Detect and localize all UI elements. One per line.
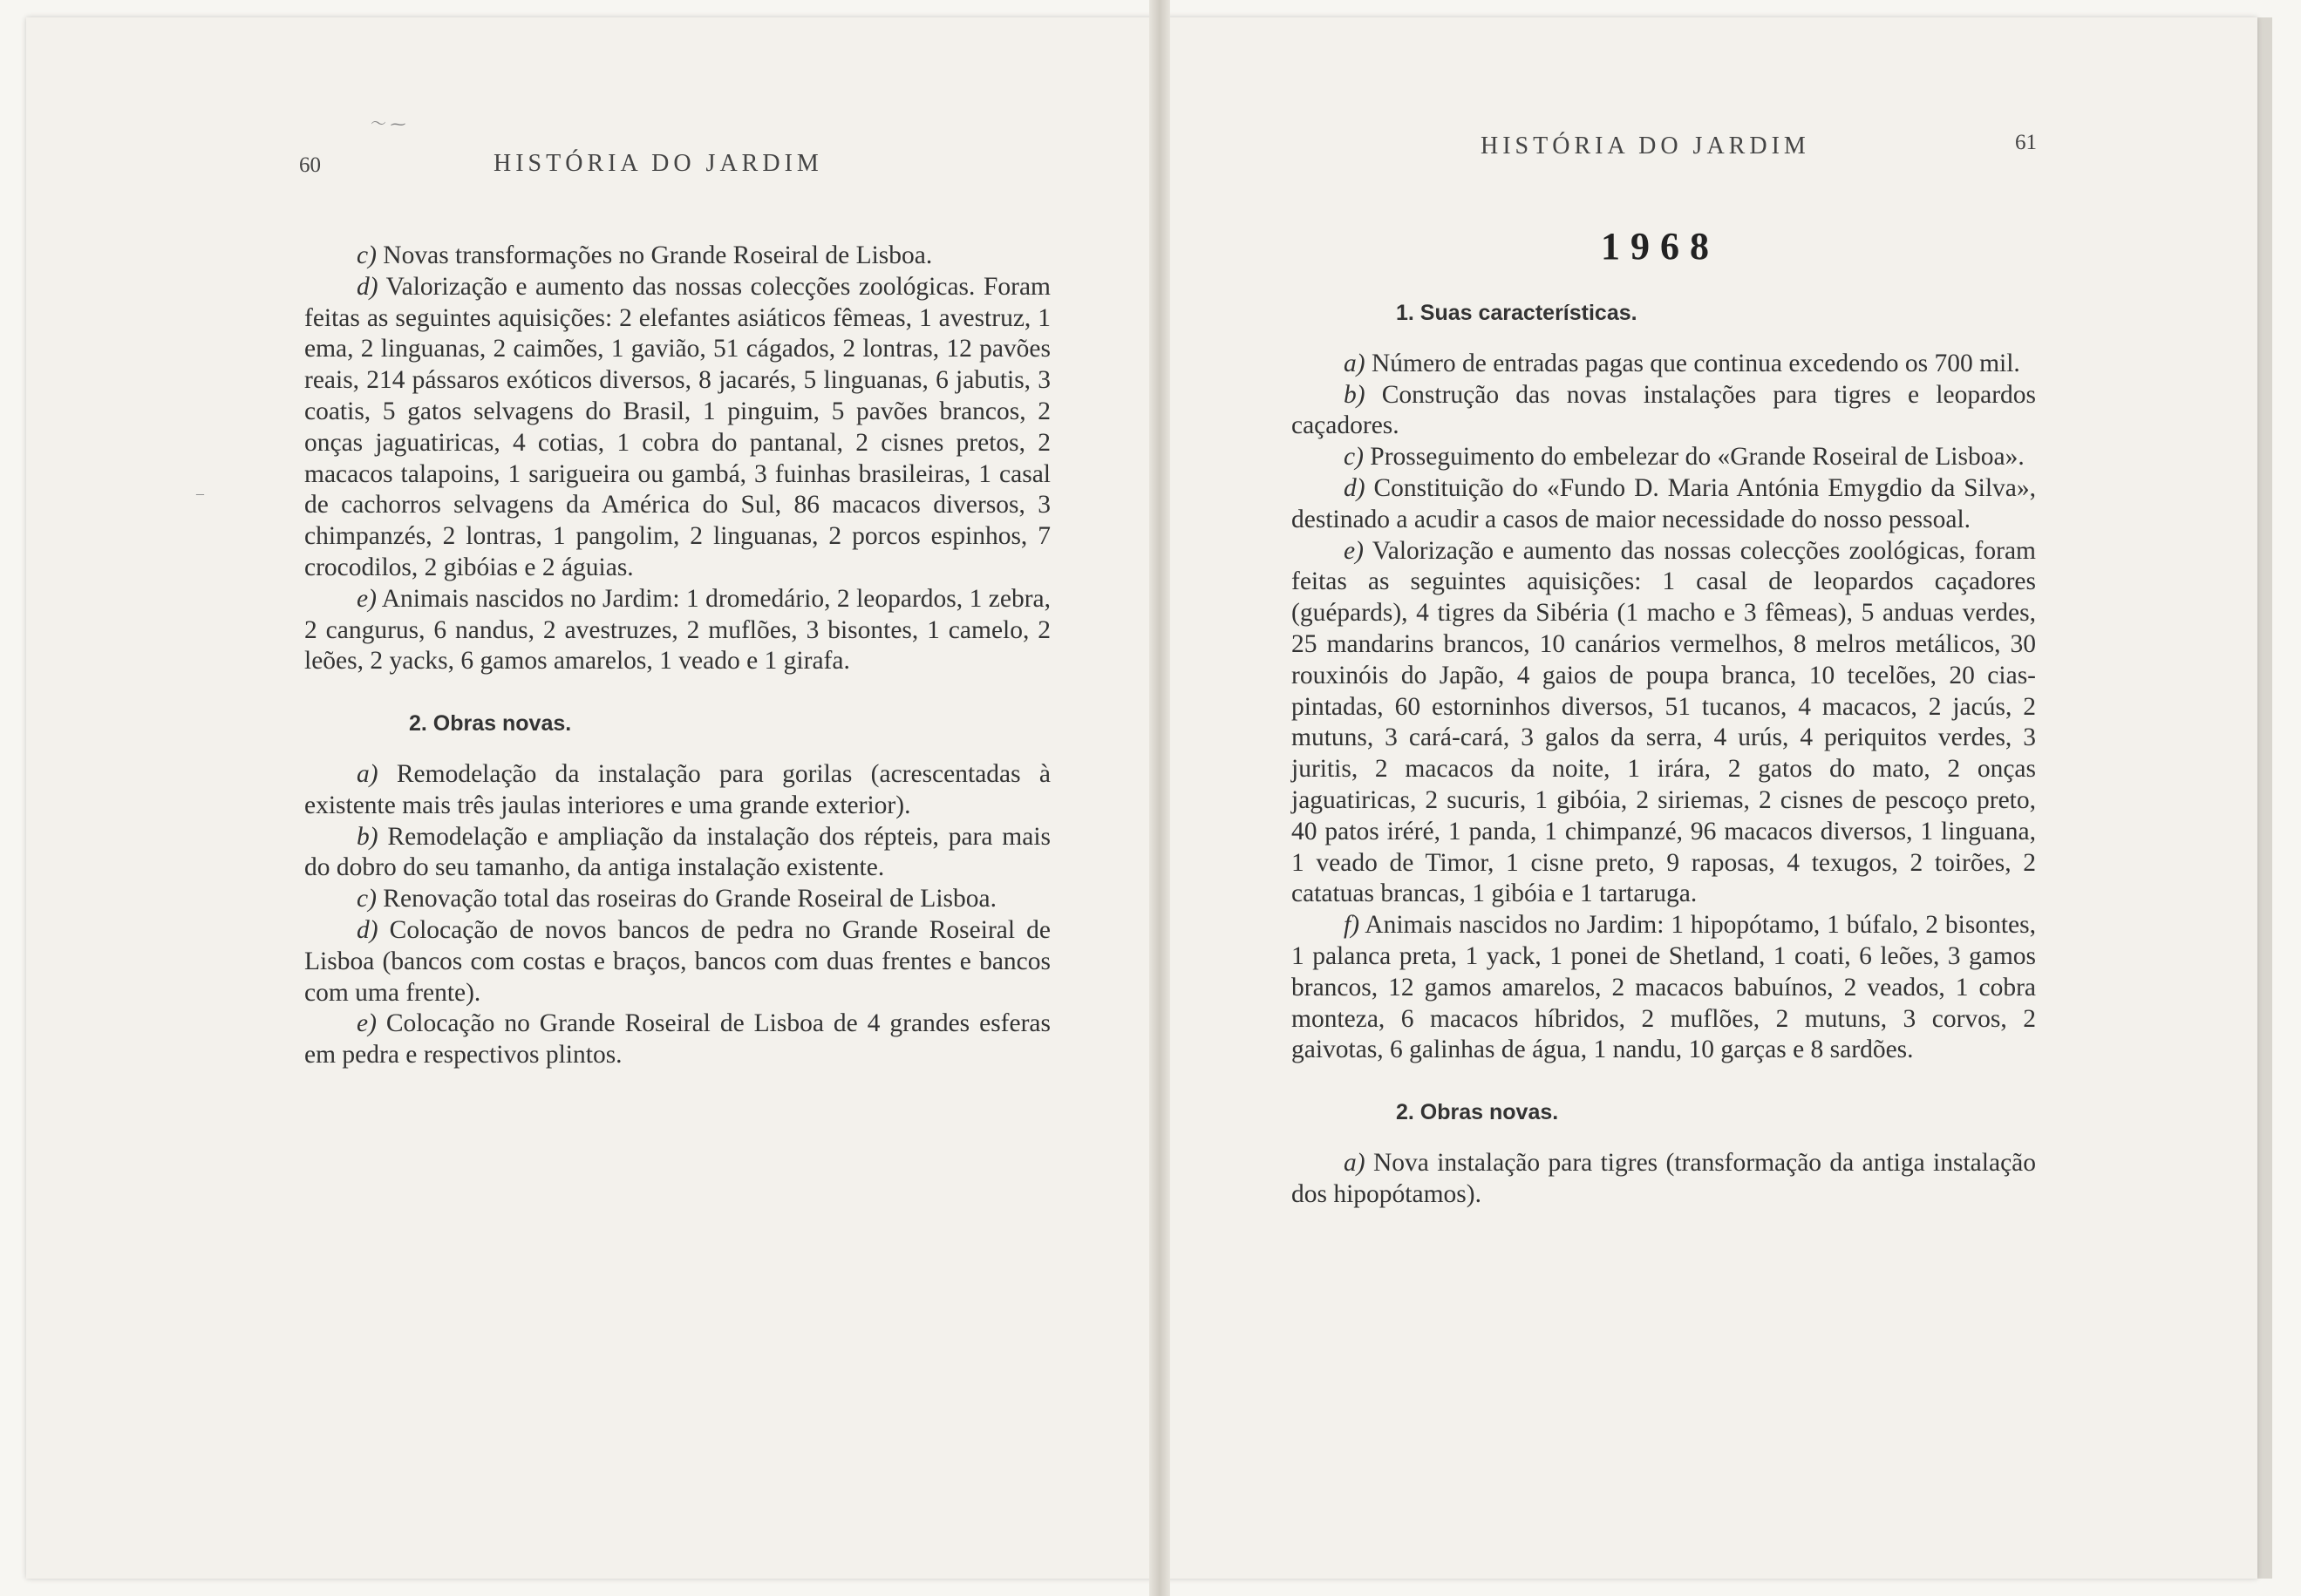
paragraph: [1291, 349, 2036, 380]
paragraph: [304, 584, 1051, 677]
item-label: a): [1344, 1148, 1365, 1177]
item-text: Valorização e aumento das nossas colecções zoológicas. Foram feitas as seguintes aquisições: 2 elefantes asiáticos fêmeas, 1 avestruz, 1 ema, 2 linguanas, 2 caimões, 1 gavião, 51 cágados, 2 lontras, 12 pavões reais, 214 pássaros exóticos diversos, 8 jacarés, 5 linguanas, 6 jabutis, 3 coatis, 5 gatos selvagens do Brasil, 1 pinguim, 5 pavões brancos, 2 onças jaguatiricas, 4 cotias, 1 cobra do pantanal, 2 cisnes pretos, 2 macacos talapoins, 1 sarigueira ou gambá, 3 fuinhas brasileiras, 1 casal de cachorros selvagens da América do Sul, 86 macacos diversos, 3 chimpanzés, 2 lontras, 1 pangolim, 2 linguanas, 2 porcos espinhos, 7 crocodilos, 2 gibóias e 2 águias.: [304, 272, 1051, 581]
paragraph: [304, 272, 1051, 584]
page-number-right: 61: [2015, 131, 2037, 154]
running-head-right: HISTÓRIA DO JARDIM: [1481, 132, 1810, 160]
running-head-left: HISTÓRIA DO JARDIM: [494, 150, 823, 177]
left-column: [304, 241, 1051, 1071]
paragraph: [304, 241, 1051, 272]
paragraph: [304, 1009, 1051, 1071]
item-label: f): [1344, 911, 1360, 940]
item-text: Colocação de novos bancos de pedra no Grande Roseiral de Lisboa (bancos com costas e braços, bancos com duas frentes e bancos com uma frente).: [304, 915, 1051, 1007]
paragraph: [304, 915, 1051, 1009]
item-text: Nova instalação para tigres (transformação da antiga instalação dos hipopótamos).: [1291, 1148, 2036, 1208]
paragraph: [1291, 536, 2036, 911]
item-label: a): [357, 759, 378, 788]
paragraph: [304, 884, 1051, 915]
item-label: a): [1344, 349, 1365, 377]
item-list: [304, 759, 1051, 1071]
item-text: Colocação no Grande Roseiral de Lisboa de 4 grandes esferas em pedra e respectivos plintos.: [304, 1009, 1051, 1070]
item-text: Renovação total das roseiras do Grande Roseiral de Lisboa.: [376, 885, 997, 913]
item-text: Animais nascidos no Jardim: 1 dromedário, 2 leopardos, 1 zebra, 2 cangurus, 6 nandus, 2 avestruzes, 2 muflões, 3 bisontes, 1 camelo, 2 leões, 2 yacks, 6 gamos amarelos, 1 veado e 1 girafa.: [304, 584, 1051, 676]
item-text: Número de entradas pagas que continua excedendo os 700 mil.: [1365, 349, 2020, 377]
item-text: Remodelação da instalação para gorilas (acrescentadas à existente mais três jaulas interiores e uma grande exterior).: [304, 759, 1051, 819]
paragraph: [1291, 910, 2036, 1066]
paragraph: [1291, 442, 2036, 473]
section-heading: 2. Obras novas.: [409, 711, 572, 737]
item-label: c): [1344, 443, 1364, 472]
item-label: c): [357, 241, 377, 269]
item-list: [304, 241, 1051, 677]
paragraph: [304, 822, 1051, 885]
section-heading: 2. Obras novas.: [1396, 1100, 1559, 1125]
item-label: d): [1344, 473, 1365, 502]
paragraph: [1291, 473, 2036, 536]
item-text: Novas transformações no Grande Roseiral de Lisboa.: [376, 241, 933, 269]
item-label: b): [1344, 380, 1365, 409]
item-text: Valorização e aumento das nossas colecções zoológicas, foram feitas as seguintes aquisições: 1 casal de leopardos caçadores (guépards), 4 tigres da Sibéria (1 macho e 3 fêmeas), 5 anduas verdes, 25 mandarins brancos, 10 canários vermelhos, 8 melros metálicos, 30 rouxinóis do Japão, 4 gaios de poupa branca, 10 tecelões, 20 cias-pintadas, 60 estorninhos diversos, 51 tucanos, 4 macacos, 2 jacús, 2 mutuns, 3 cará-cará, 3 galos da serra, 4 urús, 4 periquitos verdes, 3 juritis, 2 macacos da noite, 1 irára, 2 gatos do mato, 2 onças jaguatiricas, 2 sucuris, 1 gibóia, 2 siriemas, 2 cisnes de pescoço preto, 40 patos iréré, 1 panda, 1 chimpanzé, 96 macacos diversos, 1 linguana, 1 veado de Timor, 1 cisne preto, 9 raposas, 4 texugos, 2 toirões, 2 catatuas brancas, 1 gibóia e 1 tartaruga.: [1291, 536, 2036, 908]
item-label: d): [357, 272, 378, 301]
item-text: Construção das novas instalações para tigres e leopardos caçadores.: [1291, 380, 2036, 440]
pencil-mark: –: [196, 485, 204, 502]
item-list: [1291, 349, 2036, 1066]
item-label: e): [357, 1009, 377, 1038]
item-label: b): [357, 822, 378, 851]
right-column: [1291, 298, 2036, 1211]
paragraph: [304, 759, 1051, 822]
item-text: Constituição do «Fundo D. Maria Antónia Emygdio da Silva», destinado a acudir a casos de maior necessidade do nosso pessoal.: [1291, 473, 2036, 533]
paragraph: [1291, 1148, 2036, 1211]
pencil-mark: ～ ⁓: [371, 115, 406, 132]
item-text: Prosseguimento do embelezar do «Grande Roseiral de Lisboa».: [1363, 443, 2025, 472]
paragraph: [1291, 380, 2036, 443]
item-label: c): [357, 885, 377, 913]
section-heading: 1. Suas características.: [1396, 301, 1637, 325]
item-text: Animais nascidos no Jardim: 1 hipopótamo, 1 búfalo, 2 bisontes, 1 palanca preta, 1 yack, 1 ponei de Shetland, 1 coati, 6 leões, 3 gamos brancos, 12 gamos amarelos, 2 macacos babuínos, 2 veados, 1 cobra monteza, 6 macacos híbridos, 2 muflões, 2 mutuns, 3 corvos, 2 gaivotas, 6 galinhas de água, 1 nandu, 10 garças e 8 sardões.: [1291, 911, 2036, 1064]
page-number-left: 60: [299, 153, 321, 177]
item-label: e): [1344, 536, 1364, 565]
item-text: Remodelação e ampliação da instalação dos répteis, para mais do dobro do seu tamanho, da antiga instalação existente.: [304, 822, 1051, 882]
book-gutter: [1149, 0, 1170, 1596]
item-label: e): [357, 584, 377, 613]
year-title: 1968: [1601, 225, 1719, 268]
item-label: d): [357, 915, 378, 944]
item-list: [1291, 1148, 2036, 1211]
